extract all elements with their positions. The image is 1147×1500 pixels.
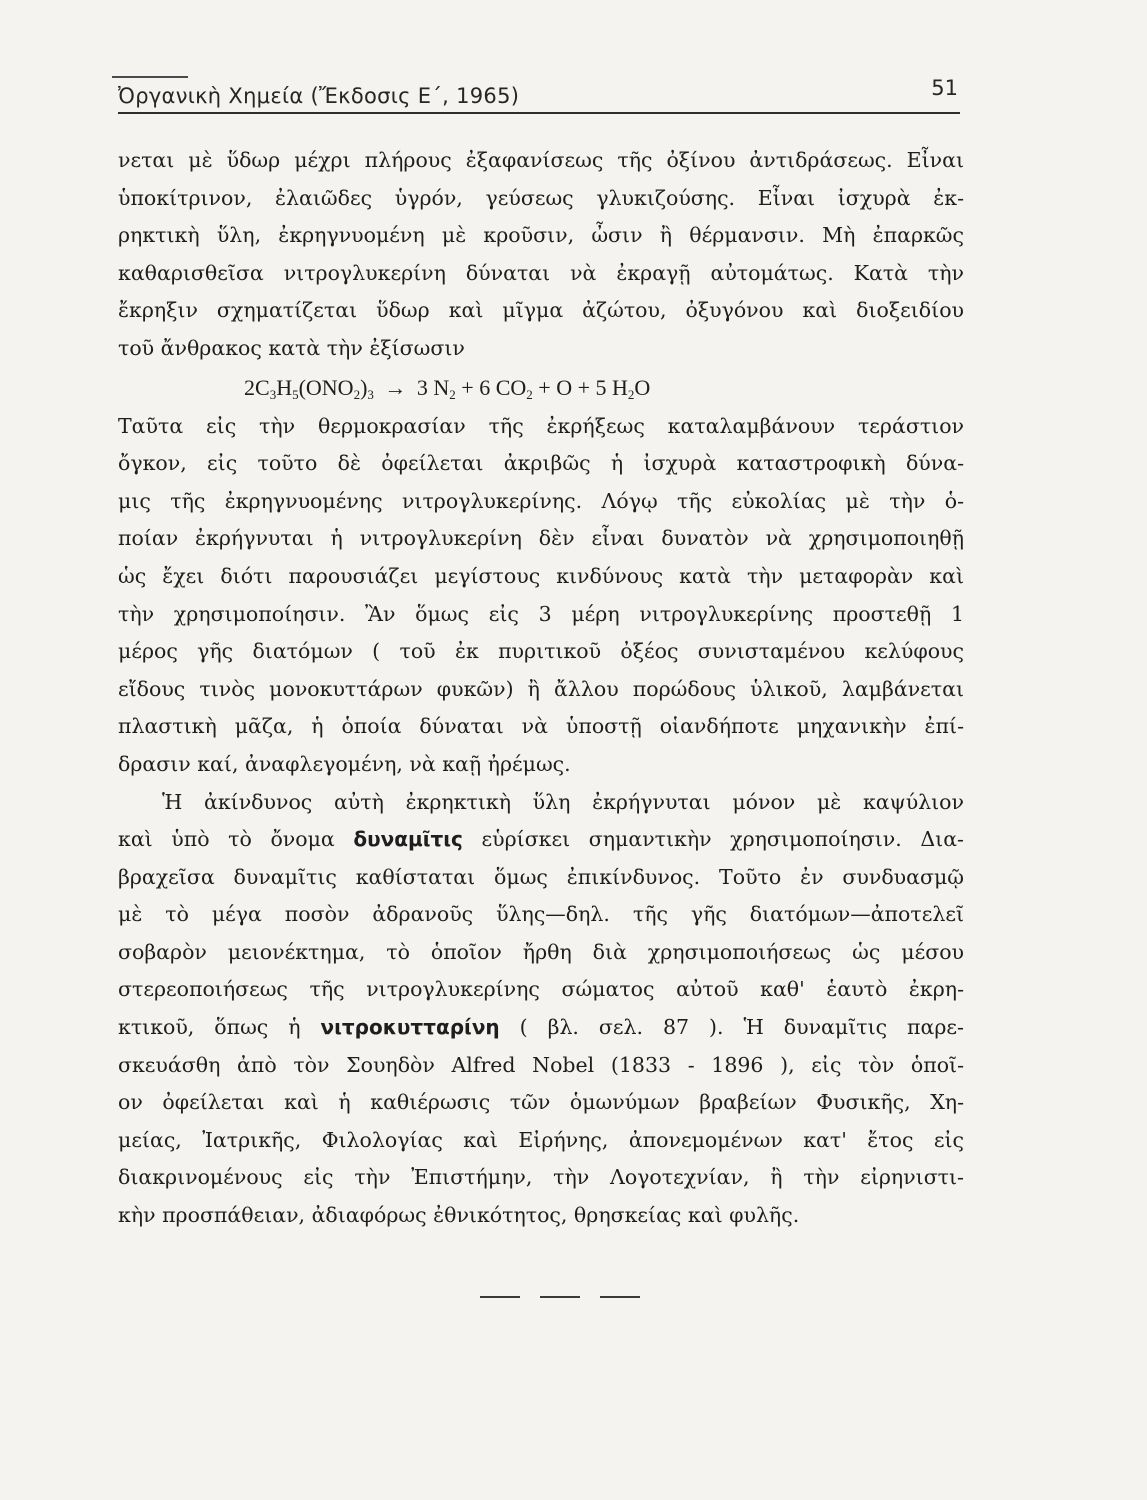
eq-h: H	[276, 374, 293, 400]
paragraph-1	[118, 142, 964, 368]
eq-group-open: (ONO	[298, 374, 354, 400]
eq-p4-sub: 2	[627, 386, 635, 402]
chemical-equation	[118, 368, 964, 408]
body-text	[118, 142, 964, 1235]
eq-p4-pre: 5 H	[595, 374, 628, 400]
text-line: δρασιν καί, ἀναφλεγομένη, νὰ καῇ ἠρέμως.	[118, 751, 571, 776]
text-run: καὶ ὑπὸ τὸ ὄνομα	[118, 827, 335, 852]
text-line: Ταῦτα εἰς τὴν θερμοκρασίαν τῆς ἐκρήξεως καταλαμβάνουν τεράστιον	[118, 413, 964, 438]
text-line: νεται μὲ ὕδωρ μέχρι πλήρους ἐξαφανίσεως τῆς ὀξίνου ἀντιδράσεως. Εἶναι	[118, 148, 964, 172]
eq-p1-sub: 2	[449, 386, 456, 402]
dash	[600, 1296, 640, 1298]
text-line: μὲ τὸ μέγα ποσὸν ἀδρανοῦς ὕλης—δηλ. τῆς γῆς διατόμων—ἀποτελεῖ	[118, 902, 964, 927]
text-run: εὑρίσκει σημαντικὴν χρησιμοποίησιν. Δια-	[481, 827, 964, 852]
text-line: Ἡ ἀκίνδυνος αὐτὴ ἐκρηκτικὴ ὕλη ἐκρήγνυται μόνον μὲ καψύλιον	[162, 789, 964, 814]
eq-c: C	[255, 374, 270, 400]
dash	[480, 1296, 520, 1298]
text-line: καθαρισθεῖσα νιτρογλυκερίνη δύναται νὰ ἐκραγῇ αὐτομάτως. Κατὰ τὴν	[118, 260, 964, 285]
header-short-rule	[112, 76, 188, 78]
section-end-dashes	[480, 1296, 640, 1300]
text-line: σοβαρὸν μειονέκτημα, τὸ ὁποῖον ἤρθη διὰ χρησιμοποιήσεως ὡς μέσου	[118, 939, 964, 964]
text-line: διακρινομένους εἰς τὴν Ἐπιστήμην, τὴν Λογοτεχνίαν, ἢ τὴν εἰρηνιστι-	[118, 1165, 964, 1190]
eq-p3: O	[556, 374, 573, 400]
running-header	[118, 74, 960, 116]
eq-plus: +	[538, 374, 551, 400]
paragraph-2	[118, 408, 964, 784]
eq-p2-sub: 2	[526, 386, 533, 402]
eq-p1: 3 N	[416, 374, 450, 400]
header-rule	[118, 112, 960, 114]
text-line: τὴν χρησιμοποίησιν. Ἂν ὅμως εἰς 3 μέρη νιτρογλυκερίνης προστεθῇ 1	[118, 601, 964, 626]
eq-h-sub: 5	[292, 386, 299, 402]
eq-coef: 2	[244, 374, 255, 400]
term-nitrocellulose: νιτροκυτταρίνη	[320, 1015, 500, 1040]
text-line: μείας, Ἰατρικῆς, Φιλολογίας καὶ Εἰρήνης, ἀπονεμομένων κατ' ἔτος εἰς	[118, 1127, 964, 1152]
eq-plus: +	[577, 374, 591, 400]
text-line	[118, 821, 964, 859]
text-line: πλαστικὴ μᾶζα, ἡ ὁποία δύναται νὰ ὑποστῇ οἱανδήποτε μηχανικὴν ἐπί-	[118, 714, 964, 739]
eq-group-sub: 2	[353, 386, 361, 402]
text-line: ρηκτικὴ ὕλη, ἐκρηγνυομένη μὲ κροῦσιν, ὦσιν ἢ θέρμανσιν. Μὴ ἐπαρκῶς	[118, 223, 964, 248]
text-line: ὄγκον, εἰς τοῦτο δὲ ὀφείλεται ἀκριβῶς ἡ ἰσχυρὰ καταστροφικὴ δύνα-	[118, 451, 964, 476]
text-line: μέρος γῆς διατόμων ( τοῦ ἐκ πυριτικοῦ ὀξέος συνισταμένου κελύφους	[118, 639, 964, 664]
text-line: ὡς ἔχει διότι παρουσιάζει μεγίστους κινδύνους κατὰ τὴν μεταφορὰν καὶ	[118, 563, 964, 588]
text-line: εἴδους τινὸς μονοκυττάρων φυκῶν) ἢ ἄλλου πορώδους ὑλικοῦ, λαμβάνεται	[118, 676, 964, 701]
text-line: κὴν προσπάθειαν, ἀδιαφόρως ἐθνικότητος, θρησκείας καὶ φυλῆς.	[118, 1203, 800, 1228]
eq-p2: 6 CO	[479, 374, 527, 400]
text-line: ὑποκίτρινον, ἐλαιῶδες ὑγρόν, γεύσεως γλυκιζούσης. Εἶναι ἰσχυρὰ ἐκ-	[118, 185, 964, 210]
eq-c-sub: 3	[269, 386, 277, 402]
dash	[540, 1296, 580, 1298]
eq-p4-post: O	[634, 374, 651, 400]
text-line: τοῦ ἄνθρακος κατὰ τὴν ἐξίσωσιν	[118, 335, 465, 360]
text-run: ( βλ. σελ. 87 ). Ἡ δυναμῖτις παρε-	[519, 1015, 964, 1040]
eq-group-close: )	[360, 374, 368, 400]
text-line: στερεοποιήσεως τῆς νιτρογλυκερίνης σώματος αὐτοῦ καθ' ἑαυτὸ ἐκρη-	[118, 977, 964, 1002]
text-line: βραχεῖσα δυναμῖτις καθίσταται ὅμως ἐπικίνδυνος. Τοῦτο ἐν συνδυασμῷ	[118, 864, 964, 889]
page-number: 51	[931, 76, 958, 100]
text-line: σκευάσθη ἀπὸ τὸν Σουηδὸν Alfred Nobel (1833 - 1896 ), εἰς τὸν ὁποῖ-	[118, 1052, 964, 1077]
text-line: ον ὀφείλεται καὶ ἡ καθιέρωσις τῶν ὁμωνύμων βραβείων Φυσικῆς, Χη-	[118, 1090, 964, 1115]
eq-group-count: 3	[367, 386, 374, 402]
reaction-arrow-icon: →	[384, 374, 407, 400]
term-dynamite: δυναμῖτις	[353, 827, 463, 852]
text-line: ποίαν ἐκρήγνυται ἡ νιτρογλυκερίνη δὲν εἶναι δυνατὸν νὰ χρησιμοποιηθῇ	[118, 526, 964, 551]
header-title: Ὀργανικὴ Χημεία (Ἔκδοσις Ε΄, 1965)	[118, 84, 520, 108]
paragraph-3	[118, 784, 964, 1235]
text-line: μις τῆς ἐκρηγνυομένης νιτρογλυκερίνης. Λόγῳ τῆς εὐκολίας μὲ τὴν ὁ-	[118, 488, 964, 513]
text-line	[118, 1009, 964, 1047]
text-line: ἔκρηξιν σχηματίζεται ὕδωρ καὶ μῖγμα ἀζώτου, ὀξυγόνου καὶ διοξειδίου	[118, 298, 964, 323]
text-run: κτικοῦ, ὅπως ἡ	[118, 1015, 301, 1040]
eq-plus: +	[461, 374, 474, 400]
